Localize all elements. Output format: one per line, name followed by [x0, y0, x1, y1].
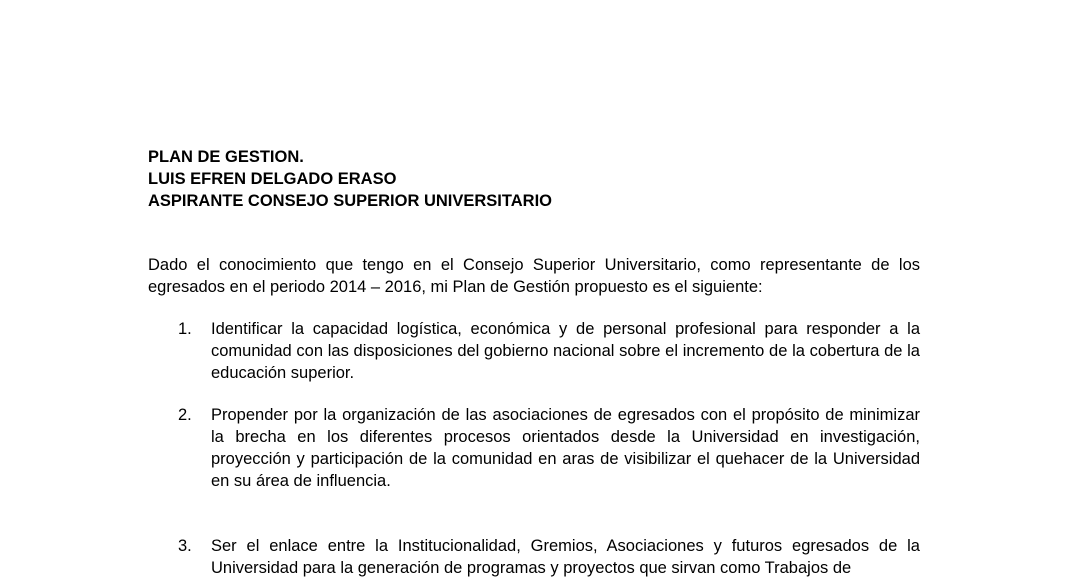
- heading-role: ASPIRANTE CONSEJO SUPERIOR UNIVERSITARIO: [148, 192, 553, 210]
- list-item: [148, 404, 920, 492]
- heading-title: PLAN DE GESTION.: [148, 148, 304, 166]
- list-item-number: 1.: [178, 320, 192, 338]
- intro-paragraph: Dado el conocimiento que tengo en el Consejo Superior Universitario, como representante de los egresados en el periodo 2014 – 2016, mi Plan de Gestión propuesto es el siguiente:: [148, 256, 920, 296]
- list-item-number: 2.: [178, 406, 192, 424]
- list-item: [148, 535, 920, 579]
- list-item-text: Propender por la organización de las asociaciones de egresados con el propósito de minimizar la brecha en los diferentes procesos orientados desde la Universidad en investigación, proyección y participación de la comunidad en aras de visibilizar el quehacer de la Universidad en su área de influencia.: [211, 406, 920, 490]
- document-heading: [148, 146, 928, 212]
- list-item-text: Identificar la capacidad logística, económica y de personal profesional para responder a la comunidad con las disposiciones del gobierno nacional sobre el incremento de la cobertura de la educación superior.: [211, 320, 920, 382]
- list-item-number: 3.: [178, 537, 192, 555]
- heading-author: LUIS EFREN DELGADO ERASO: [148, 170, 397, 188]
- list-item-text: Ser el enlace entre la Institucionalidad, Gremios, Asociaciones y futuros egresados de la Universidad para la generación de programas y proyectos que sirvan como Trabajos de: [211, 537, 920, 577]
- list-item: [148, 318, 920, 384]
